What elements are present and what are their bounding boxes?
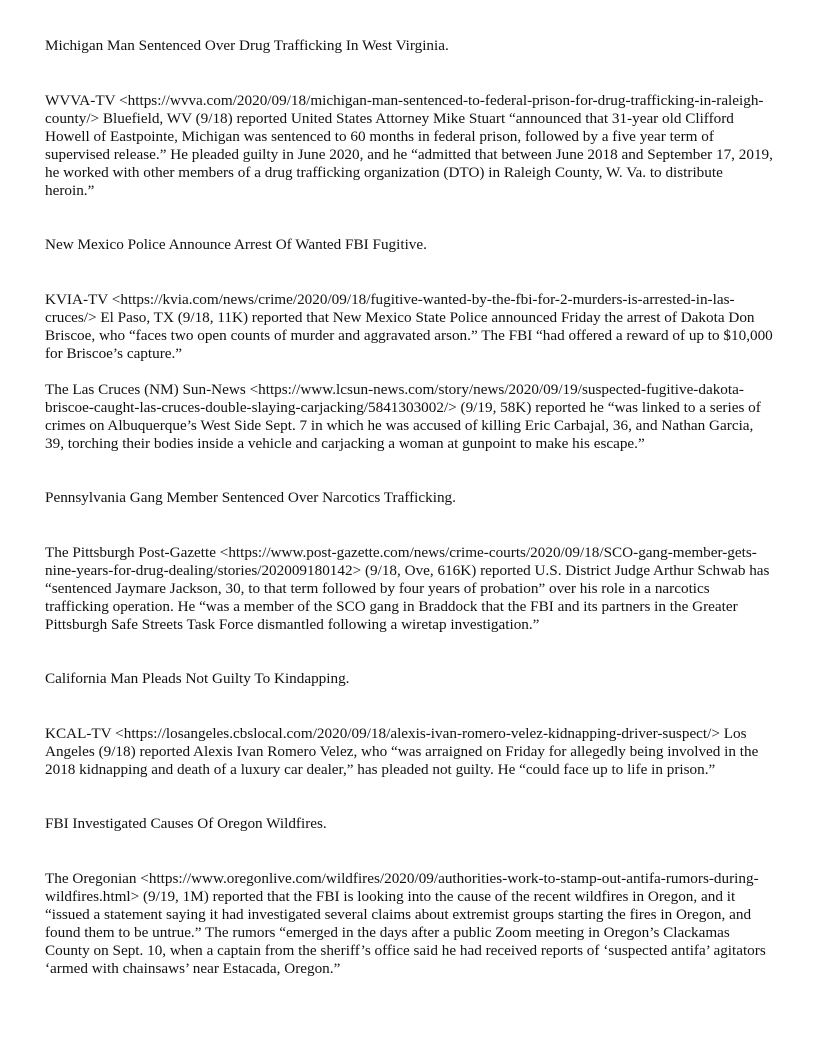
article-headline: New Mexico Police Announce Arrest Of Wanted FBI Fugitive. — [45, 236, 427, 253]
article-headline: California Man Pleads Not Guilty To Kindapping. — [45, 670, 350, 687]
article-paragraph: The Pittsburgh Post-Gazette <https://www.post-gazette.com/news/crime-courts/2020/09/18/SCO-gang-member-gets-nine-years-for-drug-dealing/stories/202009180142> (9/18, Ove, 616K) reported U.S. District Judge Arthur Schwab has “sentenced Jaymare Jackson, 30, to that term followed by four years of probation” over his role in a narcotics trafficking operation. He “was a member of the SCO gang in Braddock that the FBI and its partners in the Greater Pittsburgh Safe Streets Task Force dismantled following a wiretap investigation.” — [45, 544, 770, 633]
article-new-mexico-fugitive — [45, 236, 773, 453]
article-headline: FBI Investigated Causes Of Oregon Wildfires. — [45, 815, 327, 832]
article-paragraph: WVVA-TV <https://wvva.com/2020/09/18/michigan-man-sentenced-to-federal-prison-for-drug-trafficking-in-raleigh-county/> Bluefield, WV (9/18) reported United States Attorney Mike Stuart “announced that 31-year old Clifford Howell of Eastpointe, Michigan was sentenced to 60 months in federal prison, followed by a five year term of supervised release.” He pleaded guilty in June 2020, and he “admitted that between June 2018 and September 17, 2019, he worked with other members of a drug trafficking organization (DTO) in Raleigh County, W. Va. to distribute heroin.” — [45, 92, 773, 199]
article-paragraph: The Oregonian <https://www.oregonlive.com/wildfires/2020/09/authorities-work-to-stamp-out-antifa-rumors-during-wildfires.html> (9/19, 1M) reported that the FBI is looking into the cause of the recent wildfires in Oregon, and it “issued a statement saying it had investigated several claims about extremist groups starting the fires in Oregon, and found them to be untrue.” The rumors “emerged in the days after a public Zoom meeting in Oregon’s Clackamas County on Sept. 10, when a captain from the sheriff’s office said he had received reports of ‘suspected antifa’ agitators ‘armed with chainsaws’ near Estacada, Oregon.” — [45, 870, 766, 977]
article-oregon-wildfires — [45, 815, 773, 978]
article-pennsylvania-gang-member — [45, 489, 773, 634]
article-headline: Michigan Man Sentenced Over Drug Trafficking In West Virginia. — [45, 37, 449, 54]
article-michigan-drug-trafficking — [45, 37, 773, 200]
article-headline: Pennsylvania Gang Member Sentenced Over Narcotics Trafficking. — [45, 489, 456, 506]
document-page — [45, 37, 773, 978]
article-paragraph: KCAL-TV <https://losangeles.cbslocal.com/2020/09/18/alexis-ivan-romero-velez-kidnapping-driver-suspect/> Los Angeles (9/18) reported Alexis Ivan Romero Velez, who “was arraigned on Friday for allegedly being involved in the 2018 kidnapping and death of a luxury car dealer,” has pleaded not guilty. He “could face up to life in prison.” — [45, 725, 759, 778]
article-paragraph: The Las Cruces (NM) Sun-News <https://www.lcsun-news.com/story/news/2020/09/19/suspected-fugitive-dakota-briscoe-caught-las-cruces-double-slaying-carjacking/5841303002/> (9/19, 58K) reported he “was linked to a series of crimes on Albuquerque’s West Side Sept. 7 in which he was accused of killing Eric Carbajal, 36, and Nathan Garcia, 39, torching their bodies inside a vehicle and carjacking a woman at gunpoint to make his escape.” — [45, 381, 761, 452]
article-paragraph: KVIA-TV <https://kvia.com/news/crime/2020/09/18/fugitive-wanted-by-the-fbi-for-2-murders-is-arrested-in-las-cruces/> El Paso, TX (9/18, 11K) reported that New Mexico State Police announced Friday the arrest of Dakota Don Briscoe, who “faces two open counts of murder and aggravated arson.” The FBI “had offered a reward of up to $10,000 for Briscoe’s capture.” — [45, 291, 773, 362]
article-california-kidnapping — [45, 670, 773, 779]
